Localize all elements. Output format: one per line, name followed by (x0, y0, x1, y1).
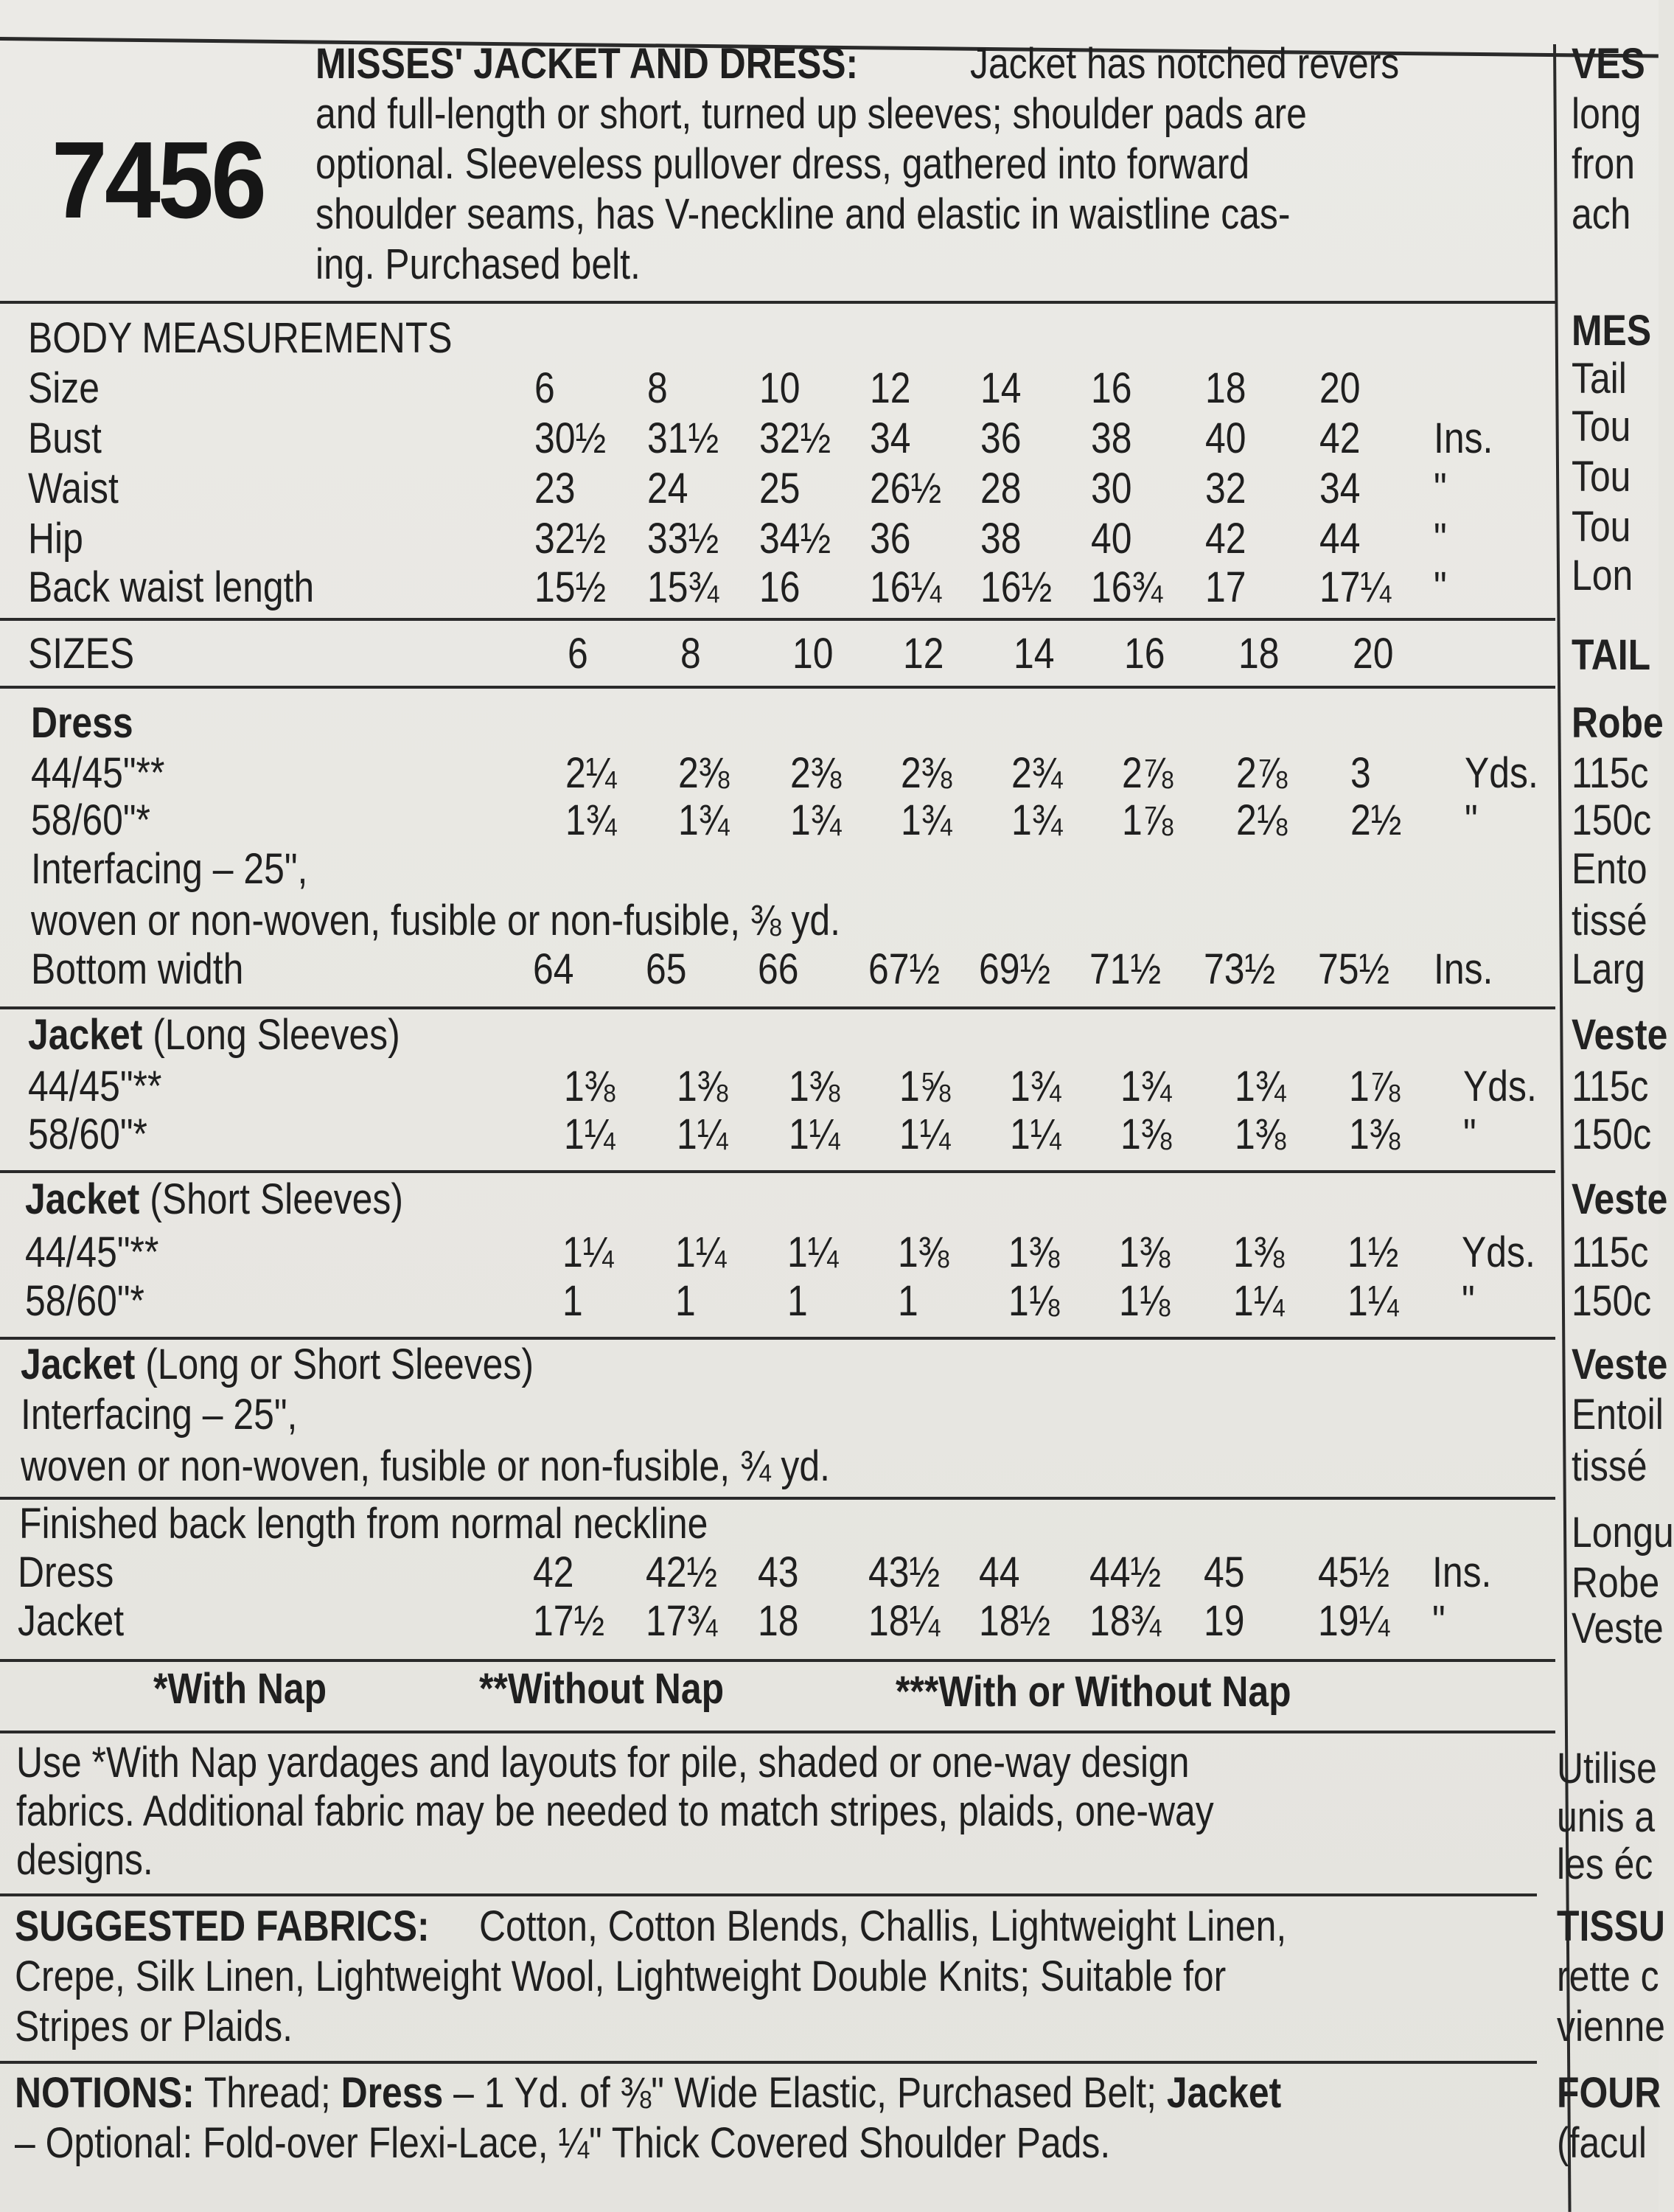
unit-label: " (1463, 1110, 1476, 1158)
french-text-fragment: 150c (1572, 1277, 1652, 1325)
cell-value: 1¾ (901, 796, 952, 844)
cell-value: 1 (898, 1277, 918, 1325)
cell-value: 32 (1205, 465, 1246, 512)
cell-value: 42 (1319, 414, 1361, 462)
french-text-fragment: long (1572, 90, 1642, 138)
french-text-fragment: Tou (1572, 503, 1631, 551)
cell-value: 44 (1319, 515, 1361, 563)
row-label: 44/45"** (25, 1228, 159, 1276)
french-text-fragment: Veste (1572, 1340, 1668, 1388)
notions-dress-label: Dress (341, 2069, 444, 2117)
suggested-fabrics-line-3: Stripes or Plaids. (15, 2003, 293, 2051)
row-label: Size (28, 364, 100, 412)
dress-interfacing-line2: woven or non-woven, fusible or non-fusible, ⅜ yd. (31, 897, 840, 945)
unit-label: " (1465, 796, 1478, 844)
cell-value: 40 (1091, 515, 1132, 563)
cell-value: 1 (675, 1277, 696, 1325)
divider-nap-legend (0, 1731, 1555, 1733)
cell-value: 36 (980, 414, 1022, 462)
cell-value: 43½ (868, 1548, 941, 1596)
unit-label: " (1434, 465, 1447, 512)
cell-value: 12 (870, 364, 911, 412)
cell-value: 43 (758, 1548, 799, 1596)
row-label: Jacket (18, 1597, 125, 1645)
jacket-interfacing-subheading: (Long or Short Sleeves) (145, 1340, 534, 1388)
cell-value: 32½ (759, 414, 831, 462)
divider-header (0, 301, 1555, 304)
dress-interfacing-line1: Interfacing – 25", (31, 845, 308, 893)
row-label: Waist (28, 465, 119, 512)
unit-label: Yds. (1465, 749, 1538, 797)
cell-value: 1⅛ (1119, 1277, 1171, 1325)
pattern-number: 7456 (52, 119, 265, 241)
cell-value: 2¾ (1011, 749, 1063, 797)
french-text-fragment: FOUR (1557, 2069, 1661, 2117)
french-text-fragment: tissé (1572, 1442, 1647, 1490)
cell-value: 1⅜ (1120, 1110, 1172, 1158)
notions-line-1 (15, 2069, 1282, 2117)
french-text-fragment: Tail (1572, 355, 1627, 403)
cell-value: 1¼ (899, 1110, 951, 1158)
unit-label: Yds. (1463, 1062, 1537, 1110)
cell-value: 18½ (979, 1597, 1051, 1645)
cell-value: 18¾ (1089, 1597, 1162, 1645)
french-text-fragment: les éc (1557, 1840, 1653, 1888)
french-text-fragment: Larg (1572, 945, 1645, 993)
cell-value: 34½ (759, 515, 831, 563)
nap-note-line-2: fabrics. Additional fabric may be needed to match stripes, plaids, one-way (16, 1787, 1214, 1835)
french-text-fragment: Longu (1572, 1509, 1674, 1557)
unit-label: " (1432, 1597, 1445, 1645)
french-text-fragment: 150c (1572, 796, 1652, 844)
cell-value: 1¼ (677, 1110, 728, 1158)
cell-value: 1¾ (1120, 1062, 1172, 1110)
cell-value: 1⅜ (564, 1062, 615, 1110)
notions-label: NOTIONS: (15, 2069, 195, 2117)
size-value: 6 (568, 630, 588, 678)
cell-value: 31½ (647, 414, 719, 462)
row-label: Hip (28, 515, 83, 563)
cell-value: 42½ (646, 1548, 718, 1596)
cell-value: 17¼ (1319, 563, 1392, 611)
row-label: Bust (28, 414, 102, 462)
cell-value: 1⅜ (898, 1228, 949, 1276)
cell-value: 2⅜ (678, 749, 730, 797)
cell-value: 45 (1204, 1548, 1245, 1596)
cell-value: 15½ (534, 563, 607, 611)
cell-value: 14 (980, 364, 1022, 412)
divider-fabrics (0, 2061, 1537, 2064)
suggested-fabrics-label: SUGGESTED FABRICS: (15, 1902, 430, 1950)
bottom-width-value: 71½ (1089, 945, 1162, 993)
description-line-4: shoulder seams, has V-neckline and elastic in waistline cas- (315, 190, 1291, 238)
cell-value: 24 (647, 465, 688, 512)
divider-jacket-long (0, 1170, 1555, 1173)
jacket-short-heading (25, 1175, 403, 1223)
cell-value: 2¼ (565, 749, 617, 797)
row-label: 44/45"** (28, 1062, 162, 1110)
french-text-fragment: MES (1572, 307, 1652, 355)
french-text-fragment: TAIL (1572, 631, 1651, 679)
cell-value: 20 (1319, 364, 1361, 412)
cell-value: 1¾ (1235, 1062, 1286, 1110)
cell-value: 1⅞ (1122, 796, 1173, 844)
cell-value: 1¼ (675, 1228, 727, 1276)
bottom-width-value: 64 (533, 945, 574, 993)
french-text-fragment: Robe (1572, 699, 1664, 747)
divider-finished-length (0, 1659, 1555, 1662)
cell-value: 17½ (533, 1597, 605, 1645)
cell-value: 1⅜ (677, 1062, 728, 1110)
cell-value: 34 (1319, 465, 1361, 512)
bottom-width-value: 65 (646, 945, 687, 993)
french-text-fragment: 150c (1572, 1110, 1652, 1158)
cell-value: 38 (980, 515, 1022, 563)
cell-value: 26½ (870, 465, 942, 512)
divider-nap-note (0, 1893, 1537, 1896)
cell-value: 36 (870, 515, 911, 563)
cell-value: 1¼ (562, 1228, 614, 1276)
cell-value: 1¼ (1233, 1277, 1285, 1325)
description-line-2: and full-length or short, turned up sleeves; shoulder pads are (315, 90, 1307, 138)
cell-value: 1⅞ (1349, 1062, 1401, 1110)
suggested-fabrics-line-2: Crepe, Silk Linen, Lightweight Wool, Lightweight Double Knits; Suitable for (15, 1952, 1227, 2000)
notions-jacket-label: Jacket (1166, 2069, 1282, 2117)
jacket-interfacing-heading (21, 1340, 534, 1388)
cell-value: 30½ (534, 414, 607, 462)
without-nap-legend: **Without Nap (479, 1665, 725, 1713)
french-text-fragment: Tou (1572, 403, 1631, 451)
size-value: 14 (1014, 630, 1055, 678)
cell-value: 1⅝ (899, 1062, 951, 1110)
french-text-fragment: unis a (1557, 1793, 1656, 1841)
body-measurements-header: BODY MEASUREMENTS (28, 314, 453, 362)
jacket-short-heading-label: Jacket (25, 1175, 140, 1223)
dress-heading: Dress (31, 699, 133, 747)
cell-value: 1¾ (1011, 796, 1063, 844)
nap-note-line-1: Use *With Nap yardages and layouts for pile, shaded or one-way design (16, 1739, 1190, 1787)
cell-value: 44½ (1089, 1548, 1162, 1596)
cell-value: 1¾ (565, 796, 617, 844)
cell-value: 1⅜ (1119, 1228, 1171, 1276)
cell-value: 8 (647, 364, 668, 412)
unit-label: Ins. (1432, 1548, 1492, 1596)
cell-value: 1⅜ (1349, 1110, 1401, 1158)
jacket-long-heading-label: Jacket (28, 1011, 143, 1059)
row-label: 58/60"* (25, 1277, 144, 1325)
cell-value: 1¼ (787, 1228, 839, 1276)
french-text-fragment: fron (1572, 140, 1635, 188)
cell-value: 19 (1204, 1597, 1245, 1645)
cell-value: 16 (1091, 364, 1132, 412)
notions-line-2: – Optional: Fold-over Flexi-Lace, ¼" Thick Covered Shoulder Pads. (15, 2119, 1111, 2167)
cell-value: 1⅛ (1008, 1277, 1060, 1325)
row-label: Back waist length (28, 563, 315, 611)
row-label: 58/60"* (28, 1110, 147, 1158)
bottom-width-value: 69½ (979, 945, 1051, 993)
description-line-1: Jacket has notched revers (970, 40, 1400, 88)
cell-value: 17¾ (646, 1597, 718, 1645)
cell-value: 1⅜ (789, 1062, 840, 1110)
french-text-fragment: Lon (1572, 552, 1633, 599)
french-text-fragment: Tou (1572, 453, 1631, 501)
cell-value: 1⅜ (1235, 1110, 1286, 1158)
cell-value: 38 (1091, 414, 1132, 462)
cell-value: 23 (534, 465, 576, 512)
cell-value: 32½ (534, 515, 607, 563)
cell-value: 1¾ (678, 796, 730, 844)
cell-value: 16¼ (870, 563, 942, 611)
unit-label: Ins. (1434, 414, 1493, 462)
french-text-fragment: 115c (1572, 1062, 1649, 1110)
cell-value: 34 (870, 414, 911, 462)
french-text-fragment: VES (1572, 40, 1645, 88)
french-text-fragment: Ento (1572, 845, 1647, 893)
bottom-width-label: Bottom width (31, 945, 244, 993)
divider-dress (0, 1006, 1555, 1009)
bottom-width-value: 73½ (1204, 945, 1276, 993)
unit-label: " (1434, 515, 1447, 563)
with-or-without-nap-legend: ***With or Without Nap (896, 1668, 1291, 1716)
bottom-width-value: 67½ (868, 945, 941, 993)
notions-dress-text: – 1 Yd. of ⅜" Wide Elastic, Purchased Belt; (453, 2069, 1157, 2117)
french-text-fragment: Entoil (1572, 1391, 1664, 1439)
size-value: 18 (1238, 630, 1280, 678)
french-text-fragment: Veste (1572, 1175, 1668, 1223)
size-value: 16 (1124, 630, 1165, 678)
cell-value: 42 (533, 1548, 574, 1596)
finished-length-header: Finished back length from normal neckline (19, 1500, 708, 1548)
cell-value: 1¼ (789, 1110, 840, 1158)
cell-value: 40 (1205, 414, 1246, 462)
cell-value: 2⅜ (790, 749, 842, 797)
cell-value: 45½ (1318, 1548, 1390, 1596)
french-text-fragment: 115c (1572, 1228, 1649, 1276)
cell-value: 16¾ (1091, 563, 1163, 611)
french-text-fragment: rette c (1557, 1952, 1659, 2000)
jacket-interfacing-line1: Interfacing – 25", (21, 1391, 298, 1439)
cell-value: 33½ (647, 515, 719, 563)
french-text-fragment: Utilise (1557, 1745, 1657, 1792)
unit-label: Yds. (1462, 1228, 1535, 1276)
cell-value: 1 (787, 1277, 808, 1325)
with-nap-legend: *With Nap (153, 1665, 327, 1713)
cell-value: 1⅜ (1008, 1228, 1060, 1276)
size-value: 10 (792, 630, 834, 678)
cell-value: 1¼ (564, 1110, 615, 1158)
cell-value: 1⅜ (1233, 1228, 1285, 1276)
cell-value: 18 (1205, 364, 1246, 412)
cell-value: 19¼ (1318, 1597, 1390, 1645)
cell-value: 2⅛ (1236, 796, 1288, 844)
french-text-fragment: ach (1572, 190, 1631, 238)
suggested-fabrics-line-1: Cotton, Cotton Blends, Challis, Lightweight Linen, (479, 1902, 1287, 1950)
cell-value: 2⅞ (1122, 749, 1173, 797)
cell-value: 18 (758, 1597, 799, 1645)
cell-value: 2⅜ (901, 749, 952, 797)
cell-value: 1¾ (1010, 1062, 1061, 1110)
description-line-3: optional. Sleeveless pullover dress, gathered into forward (315, 140, 1250, 188)
cell-value: 1½ (1347, 1228, 1399, 1276)
cell-value: 2½ (1350, 796, 1402, 844)
bottom-width-value: 75½ (1318, 945, 1390, 993)
size-value: 20 (1353, 630, 1394, 678)
cell-value: 1¼ (1347, 1277, 1399, 1325)
jacket-long-subheading: (Long Sleeves) (153, 1011, 400, 1059)
divider-body-measurements (0, 618, 1555, 621)
notions-thread: Thread; (203, 2069, 331, 2117)
cell-value: 10 (759, 364, 801, 412)
row-label: Dress (18, 1548, 114, 1596)
cell-value: 44 (979, 1548, 1020, 1596)
cell-value: 30 (1091, 465, 1132, 512)
divider-sizes (0, 686, 1555, 689)
size-value: 12 (903, 630, 944, 678)
row-label: 58/60"* (31, 796, 150, 844)
description-line-5: ing. Purchased belt. (315, 240, 641, 288)
nap-note-line-3: designs. (16, 1836, 153, 1884)
jacket-interfacing-line2: woven or non-woven, fusible or non-fusible, ¾ yd. (21, 1442, 830, 1490)
cell-value: 15¾ (647, 563, 719, 611)
unit-label: " (1462, 1277, 1475, 1325)
jacket-long-heading (28, 1011, 400, 1059)
cell-value: 16 (759, 563, 801, 611)
cell-value: 18¼ (868, 1597, 941, 1645)
french-text-fragment: Robe (1572, 1559, 1660, 1607)
french-text-fragment: 115c (1572, 749, 1649, 797)
french-text-fragment: Veste (1572, 1604, 1664, 1652)
jacket-interfacing-heading-label: Jacket (21, 1340, 136, 1388)
french-text-fragment: TISSU (1557, 1902, 1665, 1950)
bottom-width-unit: Ins. (1434, 945, 1493, 993)
unit-label: " (1434, 563, 1447, 611)
row-label: 44/45"** (31, 749, 165, 797)
cell-value: 3 (1350, 749, 1371, 797)
cell-value: 1 (562, 1277, 583, 1325)
cell-value: 42 (1205, 515, 1246, 563)
french-text-fragment: Veste (1572, 1011, 1668, 1059)
jacket-short-subheading: (Short Sleeves) (150, 1175, 403, 1223)
french-text-fragment: tissé (1572, 897, 1647, 945)
french-text-fragment: vienne (1557, 2003, 1665, 2051)
cell-value: 6 (534, 364, 555, 412)
cell-value: 28 (980, 465, 1022, 512)
cell-value: 2⅞ (1236, 749, 1288, 797)
cell-value: 25 (759, 465, 801, 512)
size-value: 8 (680, 630, 701, 678)
french-text-fragment: (facul (1557, 2119, 1647, 2167)
divider-jacket-short (0, 1337, 1555, 1340)
pattern-title: MISSES' JACKET AND DRESS: (315, 40, 859, 88)
cell-value: 17 (1205, 563, 1246, 611)
cell-value: 16½ (980, 563, 1053, 611)
cell-value: 1¼ (1010, 1110, 1061, 1158)
bottom-width-value: 66 (758, 945, 799, 993)
sizes-label: SIZES (28, 630, 135, 678)
cell-value: 1¾ (790, 796, 842, 844)
